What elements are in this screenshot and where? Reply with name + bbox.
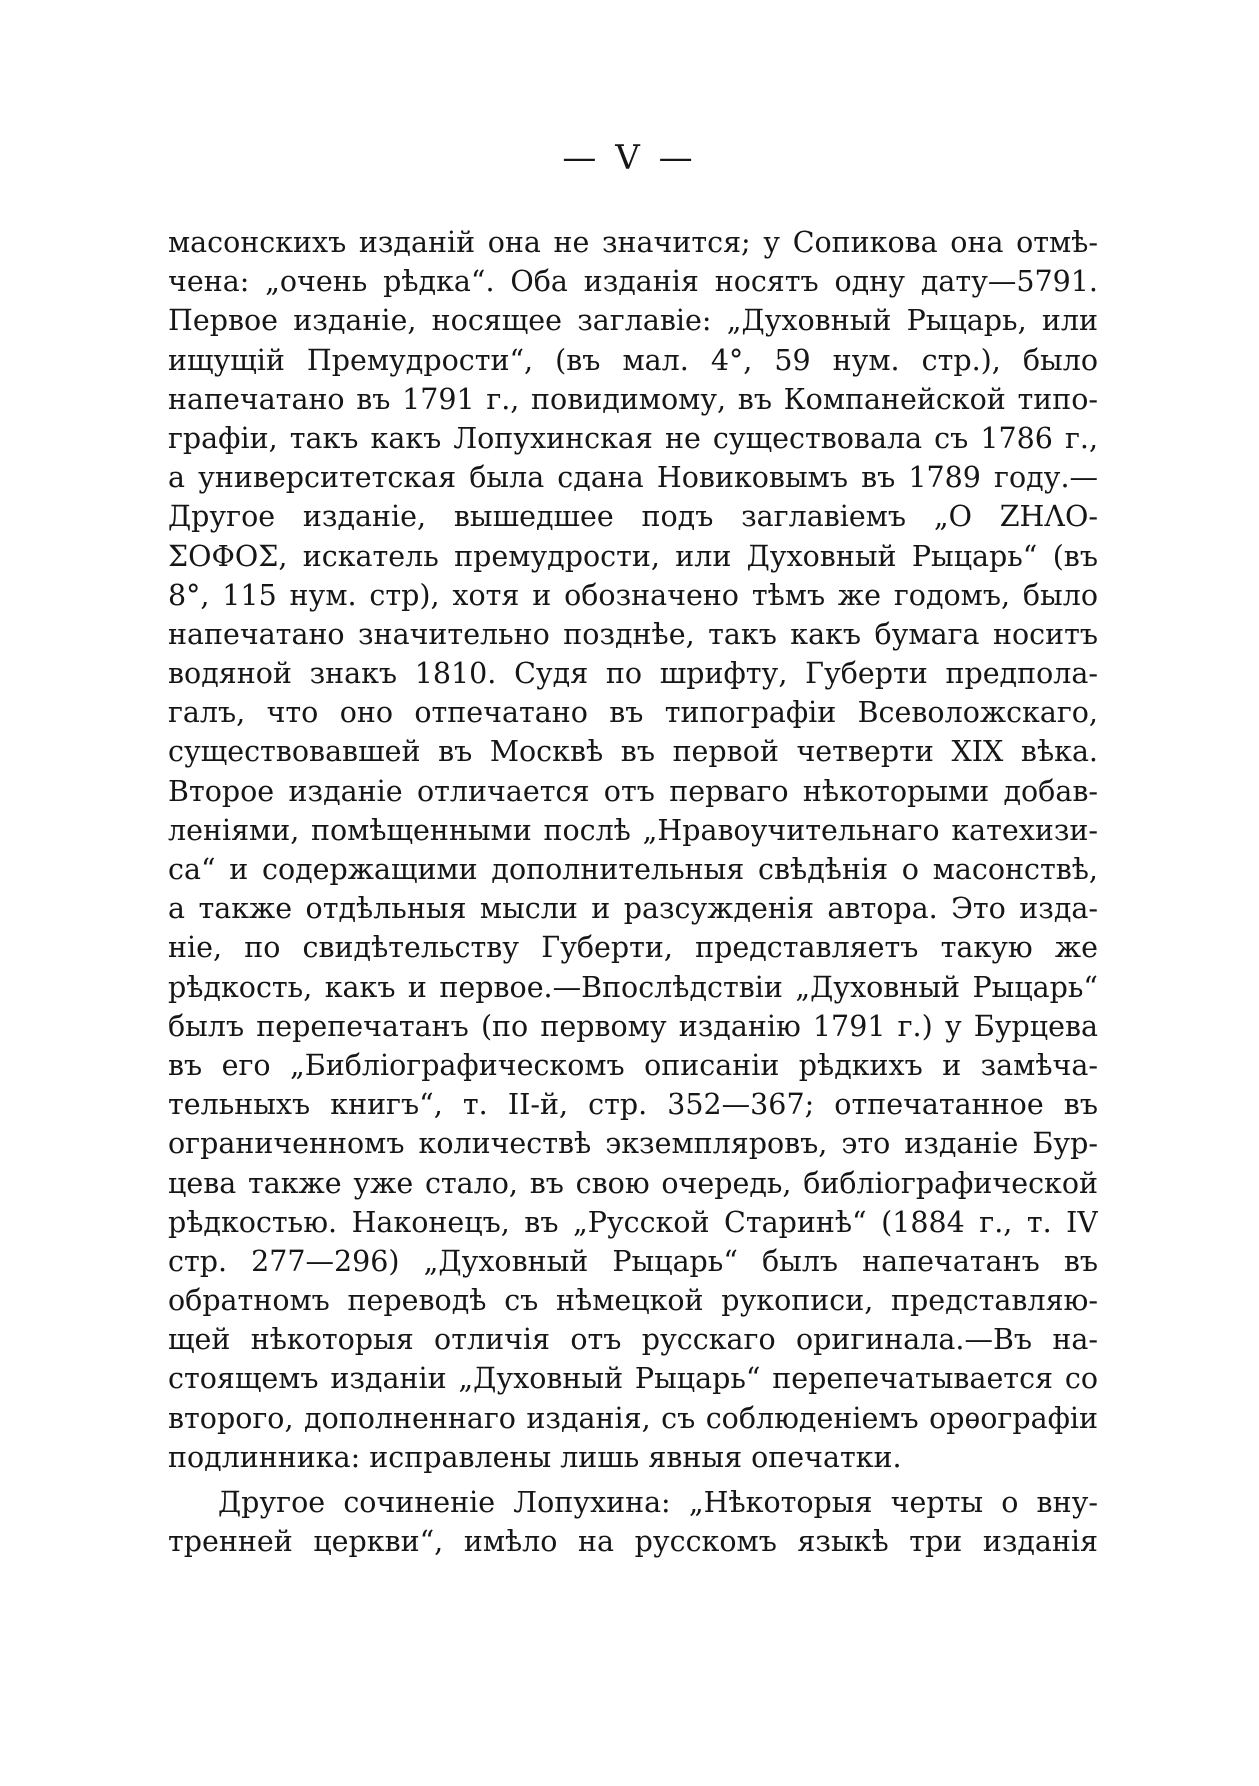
text-line: рѣдкость, какъ и первое.—Впослѣдствіи „Духовный Рыцарь“ (168, 970, 1098, 1004)
text-line: существовавшей въ Москвѣ въ первой четверти XIX вѣка. (168, 735, 1098, 769)
text-line: былъ перепечатанъ (по первому изданію 1791 г.) у Бурцева (168, 1009, 1098, 1043)
text-line: тренней церкви“, имѣло на русскомъ языкѣ три изданія (168, 1525, 1098, 1559)
text-line: са“ и содержащими дополнительныя свѣдѣнія о масонствѣ, (168, 853, 1098, 886)
text-line: въ его „Библіографическомъ описаніи рѣдкихъ и замѣча- (168, 1048, 1098, 1082)
text-line: 8°, 115 нум. стр), хотя и обозначено тѣмъ же годомъ, было (168, 578, 1098, 612)
text-line: тельныхъ книгъ“, т. II-й, стр. 352—367; отпечатанное въ (168, 1088, 1098, 1122)
text-line: стр. 277—296) „Духовный Рыцарь“ былъ напечатанъ въ (168, 1244, 1098, 1278)
text-line: щей нѣкоторыя отличія отъ русскаго оригинала.—Въ на- (168, 1323, 1098, 1357)
paragraph-2 (168, 1483, 1098, 1561)
text-line: ΣΟΦΟΣ, искатель премудрости, или Духовный Рыцарь“ (въ (168, 539, 1098, 573)
text-line: ніе, по свидѣтельству Губерти, представляетъ такую же (168, 931, 1098, 965)
text-line: рѣдкостью. Наконецъ, въ „Русской Старинѣ“ (1884 г., т. IV (168, 1205, 1098, 1239)
text-line: масонскихъ изданій она не значится; у Сопикова она отмѣ- (168, 226, 1098, 259)
text-line: Первое изданіе, носящее заглавіе: „Духовный Рыцарь, или (168, 304, 1098, 338)
page-number: — V — (562, 138, 697, 178)
text-line: напечатано въ 1791 г., повидимому, въ Компанейской типо- (168, 382, 1098, 416)
text-line: а также отдѣльныя мысли и разсужденія автора. Это изда- (168, 892, 1098, 926)
text-line: Другое изданіе, вышедшее подъ заглавіемъ „Ο ΖΗΛΟ- (168, 500, 1098, 534)
paragraph-1 (168, 223, 1098, 1477)
text-line: Другое сочиненіе Лопухина: „Нѣкоторыя черты о вну- (218, 1486, 1098, 1519)
text-line: галъ, что оно отпечатано въ типографіи Всеволожскаго, (168, 696, 1098, 730)
text-line: чена: „очень рѣдка“. Оба изданія носятъ одну дату—5791. (168, 265, 1098, 299)
text-line: подлинника: исправлены лишь явныя опечатки. (168, 1440, 902, 1474)
text-line: стоящемъ изданіи „Духовный Рыцарь“ перепечатывается со (168, 1362, 1098, 1396)
text-line: графіи, такъ какъ Лопухинская не существовала съ 1786 г., (168, 421, 1098, 455)
text-line: напечатано значительно позднѣе, такъ какъ бумага носитъ (168, 617, 1098, 651)
text-line: Второе изданіе отличается отъ перваго нѣкоторыми добав- (168, 774, 1098, 808)
text-line: второго, дополненнаго изданія, съ соблюденіемъ орѳографіи (168, 1401, 1098, 1435)
text-line: цева также уже стало, въ свою очередь, библіографической (168, 1166, 1098, 1200)
text-line: обратномъ переводѣ съ нѣмецкой рукописи, представляю- (168, 1284, 1098, 1318)
text-line: леніями, помѣщенными послѣ „Нравоучительнаго катехизи- (168, 813, 1098, 847)
text-line: ограниченномъ количествѣ экземпляровъ, это изданіе Бур- (168, 1127, 1098, 1161)
text-line: водяной знакъ 1810. Судя по шрифту, Губерти предпола- (168, 657, 1098, 691)
text-line: а университетская была сдана Новиковымъ въ 1789 году.— (168, 461, 1098, 495)
text-line: ищущій Премудрости“, (въ мал. 4°, 59 нум. стр.), было (168, 343, 1098, 377)
body-text (168, 223, 1098, 1561)
